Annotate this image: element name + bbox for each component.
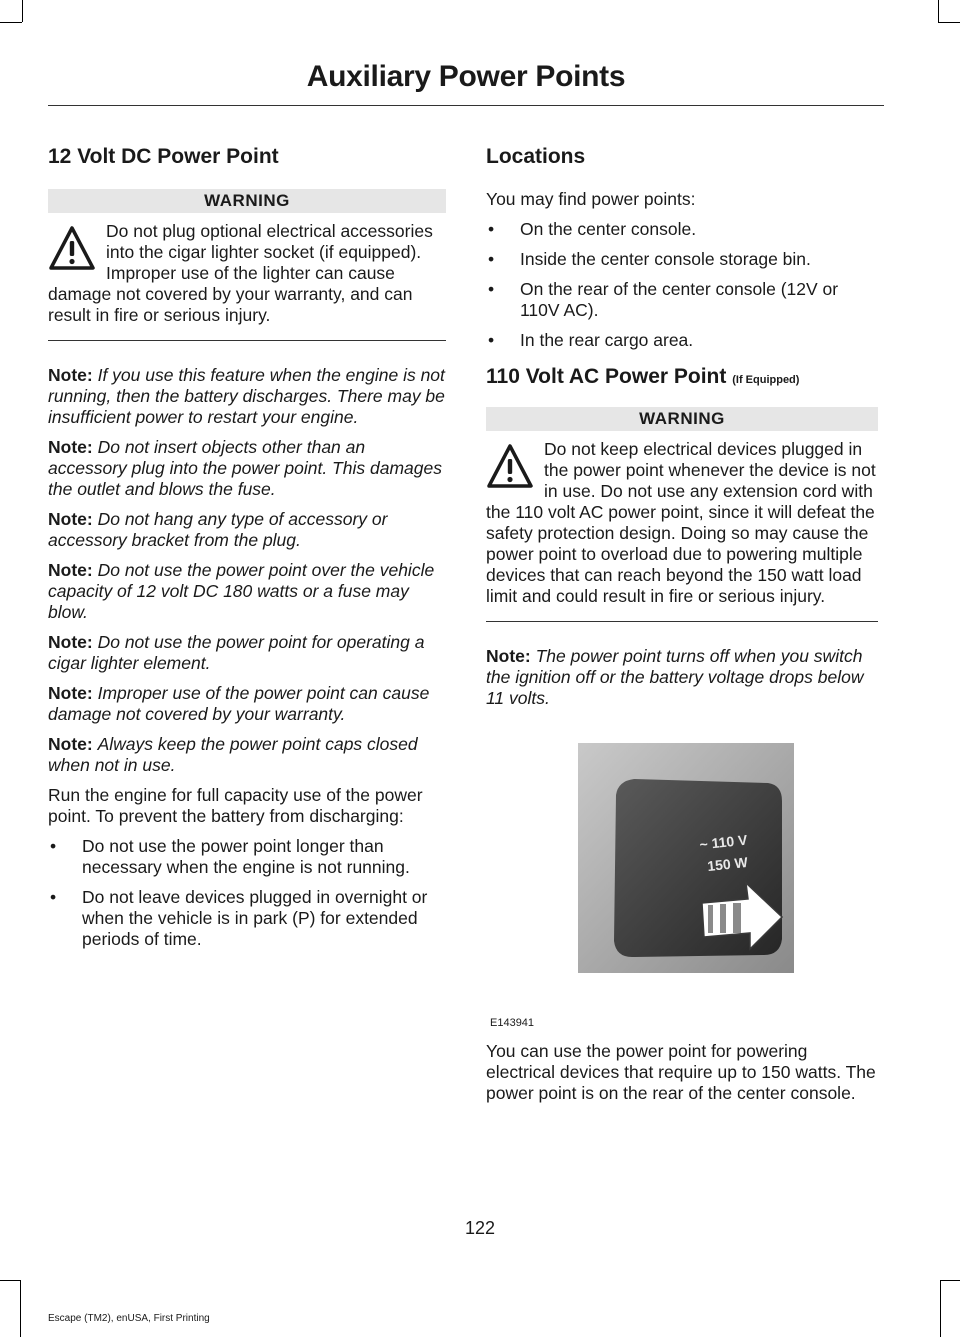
- crop-mark: [20, 1280, 21, 1337]
- crop-mark: [0, 22, 22, 23]
- list-item: • Do not leave devices plugged in overnight or when the vehicle is in park (P) for extended periods of time.: [48, 887, 446, 950]
- list-item: • On the center console.: [486, 219, 878, 240]
- page-number: 122: [464, 1218, 496, 1238]
- list-item: • In the rear cargo area.: [486, 330, 878, 351]
- section-title-12v: 12 Volt DC Power Point: [48, 145, 279, 168]
- note-label: Note:: [48, 560, 93, 580]
- power-point-figure: [486, 729, 878, 1029]
- note: [48, 734, 446, 776]
- right-column: [486, 145, 878, 1113]
- note-text: Do not hang any type of accessory or accessory bracket from the plug.: [48, 509, 388, 550]
- warning-label: WARNING: [486, 407, 878, 431]
- body-paragraph: Run the engine for full capacity use of the power point. To prevent the battery from discharging:: [48, 785, 423, 826]
- list-item: • Do not use the power point longer than necessary when the engine is not running.: [48, 836, 446, 878]
- crop-mark: [940, 1280, 941, 1337]
- figure-code: E143941: [490, 1017, 535, 1029]
- note-text: Always keep the power point caps closed when not in use.: [48, 734, 418, 775]
- note: [48, 365, 446, 428]
- header-rule: [48, 105, 884, 106]
- list-item: • On the rear of the center console (12V or 110V AC).: [486, 279, 878, 321]
- list-item: • Inside the center console storage bin.: [486, 249, 878, 270]
- section-title-110v-text: 110 Volt AC Power Point: [486, 365, 727, 388]
- voltage-label: ~ 110 V: [698, 831, 749, 853]
- note: [48, 560, 446, 623]
- body-paragraph: You can use the power point for powering electrical devices that require up to 150 watts. The power point is on the rear of the center console.: [486, 1041, 876, 1103]
- note: [48, 509, 446, 551]
- warning-text: Do not keep electrical devices plugged in the power point whenever the device is not in use. Do not use any extension cord with the 110 volt AC power point, since it will defeat the safety protection design. Doing so may cause the power point to overload due to powering multiple devices that can reach beyond the 150 watt load limit and could result in fire or serious injury.: [486, 439, 876, 606]
- warning-rule: [486, 621, 878, 622]
- locations-list: [486, 219, 878, 351]
- crop-mark: [938, 0, 939, 22]
- note-label: Note:: [48, 509, 93, 529]
- note-text: The power point turns off when you switch the ignition off or the battery voltage drops below 11 volts.: [486, 646, 864, 708]
- crop-mark: [0, 1280, 20, 1281]
- crop-mark: [22, 0, 23, 22]
- section-title-110v: [486, 365, 878, 389]
- warning-label: WARNING: [48, 189, 446, 213]
- crop-mark: [940, 1280, 960, 1281]
- bullet-list: [48, 836, 446, 950]
- note-text: Do not use the power point for operating a cigar lighter element.: [48, 632, 425, 673]
- power-outlet-cover-image: [578, 743, 794, 973]
- note-text: Do not use the power point over the vehicle capacity of 12 volt DC 180 watts or a fuse may blow.: [48, 560, 435, 622]
- warning-triangle-icon: [486, 443, 534, 489]
- note-text: Improper use of the power point can cause damage not covered by your warranty.: [48, 683, 430, 724]
- note: [486, 646, 878, 709]
- note-label: Note:: [48, 437, 93, 457]
- if-equipped-label: (If Equipped): [732, 374, 800, 386]
- note-label: Note:: [48, 683, 93, 703]
- locations-intro: You may find power points:: [486, 189, 696, 209]
- footer-text: Escape (TM2), enUSA, First Printing: [48, 1313, 210, 1324]
- section-title-locations: Locations: [486, 145, 586, 168]
- warning-box-12v: [48, 189, 446, 341]
- note-text: If you use this feature when the engine is not running, then the battery discharges. There may be insufficient power to restart your engine.: [48, 365, 445, 427]
- left-column: [48, 145, 446, 960]
- note-label: Note:: [48, 632, 93, 652]
- crop-mark: [938, 22, 960, 23]
- note: [48, 683, 446, 725]
- wattage-label: 150 W: [706, 853, 749, 875]
- note: [48, 632, 446, 674]
- warning-body: [48, 221, 446, 326]
- warning-text: Do not plug optional electrical accessories into the cigar lighter socket (if equipped). Improper use of the lighter can cause damage not covered by your warranty, and can result in fire or serious injury.: [48, 221, 433, 325]
- warning-box-110v: [486, 407, 878, 622]
- note-label: Note:: [486, 646, 531, 666]
- warning-triangle-icon: [48, 225, 96, 271]
- page-title: Auxiliary Power Points: [306, 60, 626, 93]
- warning-body: [486, 439, 878, 607]
- note-label: Note:: [48, 365, 93, 385]
- note: [48, 437, 446, 500]
- warning-rule: [48, 340, 446, 341]
- note-text: Do not insert objects other than an accessory plug into the power point. This damages the outlet and blows the fuse.: [48, 437, 442, 499]
- note-label: Note:: [48, 734, 93, 754]
